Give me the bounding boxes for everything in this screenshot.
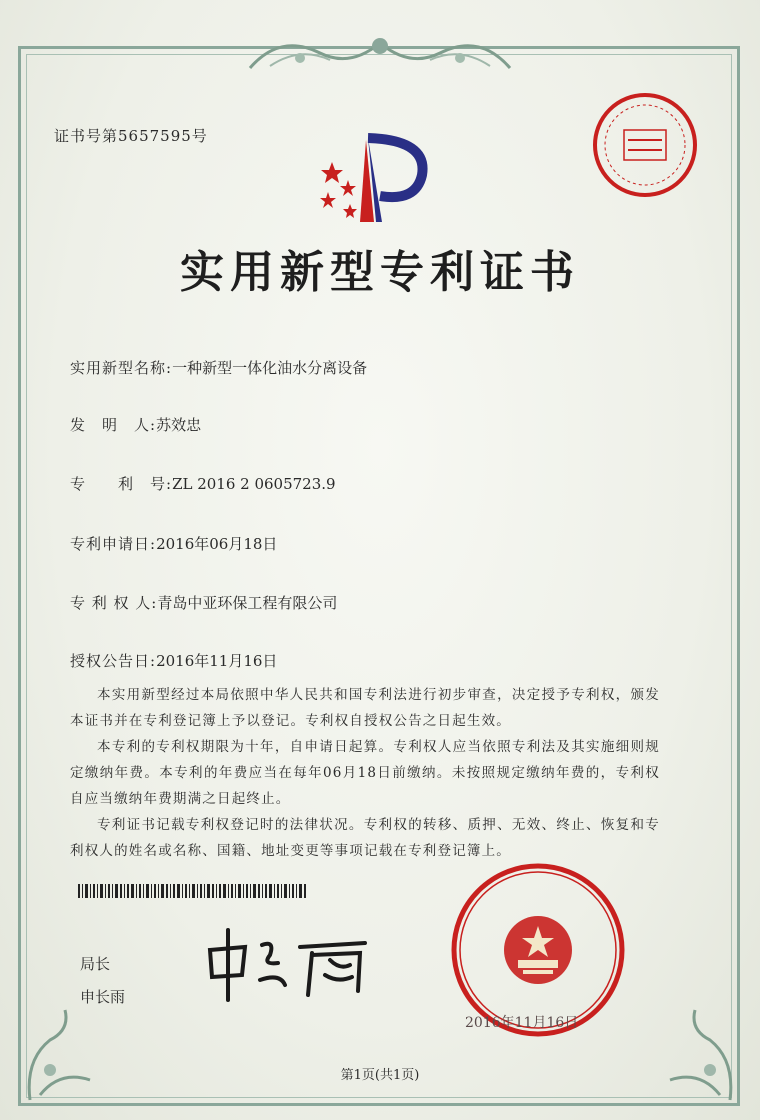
director-title: 局长 bbox=[80, 955, 111, 973]
body-paragraph-1: 本实用新型经过本局依照中华人民共和国专利法进行初步审查，决定授予专利权，颁发本证书并在专利登记簿上予以登记。专利权自授权公告之日起生效。 bbox=[70, 687, 660, 729]
patent-number-value: ZL 2016 2 0605723.9 bbox=[172, 475, 336, 493]
grant-date-value: 2016年11月16日 bbox=[156, 652, 278, 670]
patent-number-label: 专 利 号: bbox=[70, 475, 173, 493]
director-name: 申长雨 bbox=[80, 988, 126, 1006]
grant-date-row bbox=[70, 650, 277, 671]
bottom-left-ornament bbox=[20, 1000, 110, 1110]
filing-date-row bbox=[70, 533, 277, 554]
patentee-label: 专 利 权 人: bbox=[70, 594, 158, 612]
body-paragraph-3: 专利证书记载专利权登记时的法律状况。专利权的转移、质押、无效、终止、恢复和专利权人的姓名或名称、国籍、地址变更等事项记载在专利登记簿上。 bbox=[70, 817, 660, 859]
patent-number-row bbox=[70, 473, 336, 494]
certificate-title: 实用新型专利证书 bbox=[180, 247, 580, 298]
top-ornament bbox=[240, 28, 520, 78]
inventor-row bbox=[70, 414, 201, 435]
page-number: 第1页(共1页) bbox=[340, 1068, 420, 1083]
utility-model-name-row bbox=[70, 357, 367, 378]
certificate-number: 证书号第5657595号 bbox=[54, 127, 208, 145]
seal-date: 2016年11月16日 bbox=[465, 1015, 579, 1031]
filing-date-label: 专利申请日: bbox=[70, 535, 157, 553]
body-paragraph-2: 本专利的专利权期限为十年，自申请日起算。专利权人应当依照专利法及其实施细则规定缴纳年费。本专利的年费应当在每年06月18日前缴纳。未按照规定缴纳年费的，专利权自应当缴纳年费期满之日起终止。 bbox=[70, 739, 660, 807]
cnipa-logo-icon bbox=[310, 130, 440, 230]
director-signature-icon bbox=[200, 925, 380, 1005]
tax-stamp-icon bbox=[590, 90, 700, 200]
utility-model-name-value: 一种新型一体化油水分离设备 bbox=[172, 359, 368, 377]
inventor-value: 苏效忠 bbox=[156, 416, 202, 434]
patentee-value: 青岛中亚环保工程有限公司 bbox=[157, 594, 338, 612]
inventor-label: 发 明 人: bbox=[70, 416, 157, 434]
barcode-icon bbox=[78, 884, 308, 898]
bottom-right-ornament bbox=[650, 1000, 740, 1110]
patentee-row bbox=[70, 592, 337, 613]
filing-date-value: 2016年06月18日 bbox=[156, 535, 278, 553]
grant-date-label: 授权公告日: bbox=[70, 652, 157, 670]
utility-model-name-label: 实用新型名称: bbox=[70, 359, 173, 377]
